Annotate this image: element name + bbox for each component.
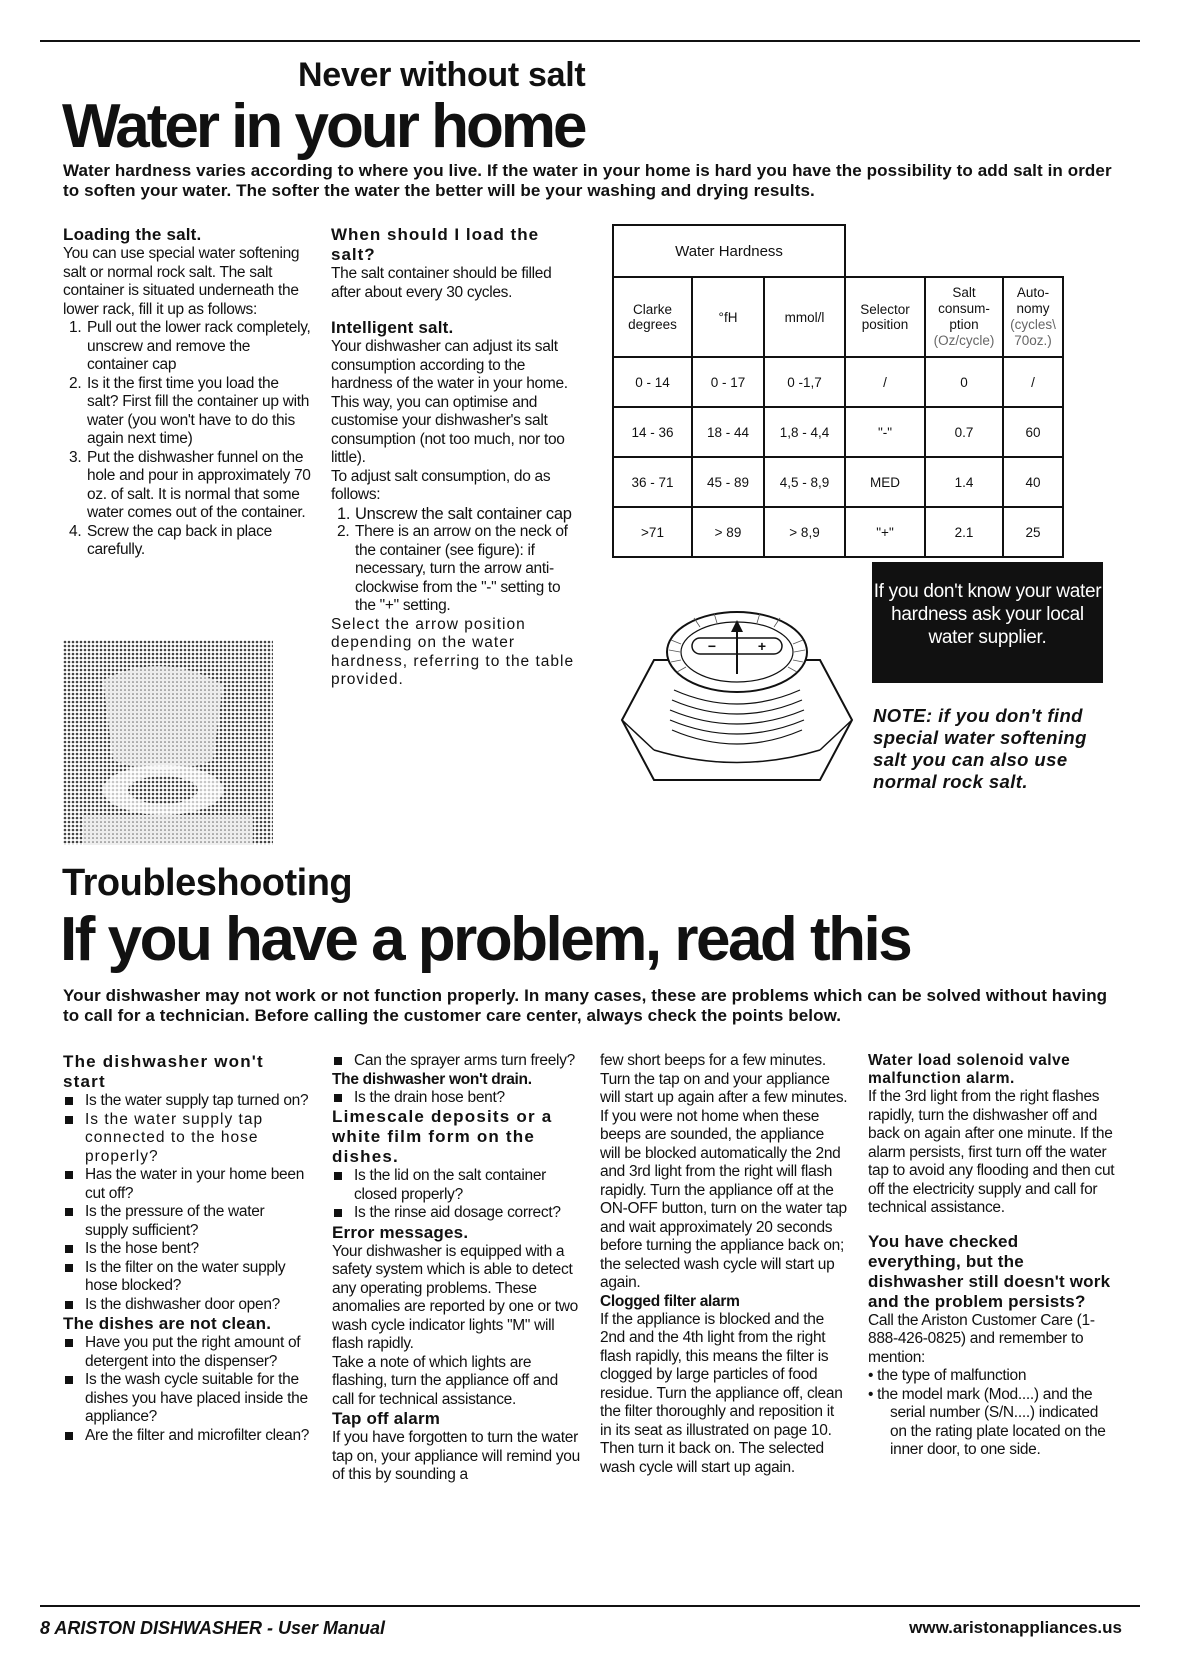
loading-step: 4. Screw the cap back in place carefully. [69,522,272,558]
tap-off-heading: Tap off alarm [332,1409,441,1428]
section-kicker: Never without salt [298,56,586,94]
loading-heading: Loading the salt. [63,225,202,244]
trouble-column-3 [600,1052,848,1477]
checklist-item: Is the filter on the water supply hose blocked? [63,1259,311,1296]
select-text: Select the arrow position depending on the water hardness, referring to the table provided. [331,615,575,688]
trouble-column-1 [63,1052,311,1445]
footer-url[interactable]: www.aristonappliances.us [909,1618,1122,1637]
checklist-item: Is the water supply tap connected to the hose properly? [63,1111,311,1167]
solenoid-body: If the 3rd light from the right flashes rapidly, turn the dishwasher off and back on again after one minute. If the alarm persists, first turn off the water tap to avoid any flooding and then cut off the electricity supply and call for technical assistance. [868,1088,1115,1216]
checklist-item: Can the sprayer arms turn freely? [332,1052,580,1071]
error-messages-heading: Error messages. [332,1222,469,1242]
troubleshooting-title: If you have a problem, read this [60,905,911,974]
intelligent-salt-column [331,225,576,690]
table-header: mmol/l [764,277,845,357]
tap-off-continued: few short beeps for a few minutes. Turn the tap on and your appliance will start up again after a few minutes. If you were not home when these beeps are sounded, the appliance will be blocked automatically the 2nd and 3rd light from the right will flash rapidly. Turn the appliance off at the ON-OFF button, turn on the water tap and wait approximately 20 seconds before turning the appliance back on; the selected wash cycle will start up again. [600,1052,848,1291]
checklist-item: Is the pressure of the water supply sufficient? [63,1203,311,1240]
checklist-item: Is the hose bent? [63,1240,311,1259]
trouble-column-2 [332,1052,580,1485]
loading-body: You can use special water softening salt or normal rock salt. The salt container is situated underneath the lower rack, fill it up as follows: [63,245,300,318]
page-title: Water in your home [62,92,585,161]
solenoid-heading: Water load solenoid valve malfunction alarm. [868,1052,1071,1087]
table-row: 0 - 14 0 - 17 0 -1,7 / 0 / [613,357,1063,407]
adjust-text: To adjust salt consumption, do as follows: [331,467,551,503]
rock-salt-note: NOTE: if you don't find special water softening salt you can also use normal rock salt. [873,705,1087,792]
clogged-filter-body: If the appliance is blocked and the 2nd and the 4th light from the right flash rapidly, this means the filter is clogged by large particles of food residue. Turn the appliance off, clean the filter thoroughly and reposition it in its seat as illustrated on page 10. Then turn it back on. The selected wash cycle will start up again. [600,1310,843,1476]
checklist-item: Are the filter and microfilter clean? [63,1427,311,1446]
adjust-step: 2. There is an arrow on the neck of the container (see figure): if necessary, turn the arrow anti-clockwise from the "-" setting to the "+" setting. [337,523,568,614]
table-header: °fH [692,277,764,357]
table-group-header: Water Hardness [613,225,845,277]
intelligent-heading: Intelligent salt. [331,318,454,337]
table-row: 14 - 36 18 - 44 1,8 - 4,4 "-" 0.7 60 [613,407,1063,457]
clogged-filter-heading: Clogged filter alarm [600,1292,740,1310]
when-heading: When should I load the salt? [331,225,540,264]
loading-step: 2. Is it the first time you load the salt? First fill the container up with water (you won't have to do this again next time) [69,374,310,447]
table-header: Clarke degrees [613,277,692,357]
intro-paragraph: Water hardness varies according to where you live. If the water in your home is hard you have the possibility to add salt in order to soften your water. The softer the water the better will be your washing and drying results. [63,161,1112,200]
error-messages-action: Take a note of which lights are flashing, turn the appliance off and call for technical assistance. [332,1353,558,1408]
water-supplier-callout: If you don't know your water hardness ask your local water supplier. [872,562,1103,683]
checklist-item: Is the dishwasher door open? [63,1296,311,1315]
loading-step: 3. Put the dishwasher funnel on the hole and pour in approximately 70 oz. of salt. It is normal that some water comes out of the container. [69,448,311,521]
checklist-item: Is the water supply tap turned on? [63,1092,311,1111]
footer-title: 8 ARISTON DISHWASHER - User Manual [40,1618,386,1638]
adjust-step: 1. Unscrew the salt container cap [337,504,572,523]
tap-off-body: If you have forgotten to turn the water tap on, your appliance will remind you of this by sounding a [332,1429,580,1483]
svg-text:−: − [707,638,717,654]
mention-item: • the type of malfunction [868,1367,1027,1384]
bottom-rule [40,1605,1140,1607]
salt-loading-photo [63,640,273,845]
checklist-item: Is the wash cycle suitable for the dishes you have placed inside the appliance? [63,1371,311,1427]
still-problem-heading: You have checked everything, but the dishwasher still doesn't work and the problem persists? [868,1231,1111,1311]
svg-text:+: + [757,638,767,654]
checklist-item: Is the lid on the salt container closed properly? [332,1167,580,1204]
mention-item: • the model mark (Mod....) and the serial number (S/N....) indicated on the rating plate located on the inner door, to one side. [868,1385,1106,1458]
table-row: >71 > 89 > 8,9 "+" 2.1 25 [613,507,1063,557]
checklist-item: Has the water in your home been cut off? [63,1166,311,1203]
top-rule [40,40,1140,42]
troubleshooting-kicker: Troubleshooting [62,862,353,904]
checklist-item: Have you put the right amount of detergent into the dispenser? [63,1334,311,1371]
limescale-heading: Limescale deposits or a white film form on the dishes. [332,1107,553,1166]
wont-drain-heading: The dishwasher won't drain. [332,1070,532,1088]
troubleshooting-intro: Your dishwasher may not work or not function properly. In many cases, these are problems which can be solved without having to call for a technician. Before calling the customer care center, always check the points below. [63,986,1108,1025]
customer-care-text: Call the Ariston Customer Care (1-888-426-0825) and remember to mention: [868,1311,1095,1366]
table-header-salt: Salt consum-ption (Oz/cycle) [925,277,1003,357]
checklist-item: Is the rinse aid dosage correct? [332,1204,580,1223]
intelligent-body: Your dishwasher can adjust its salt consumption according to the hardness of the water in your home. This way, you can optimise and customise your dishwasher's salt consumption (not too much, nor too little). [331,338,568,466]
checklist-item: Is the drain hose bent? [332,1089,580,1108]
wont-start-heading: The dishwasher won't start [63,1052,264,1091]
error-messages-body: Your dishwasher is equipped with a safety system which is able to detect any operating problems. These anomalies are reported by one or two wash cycle indicator lights "M" will flash rapidly. [332,1242,578,1352]
table-header: Selector position [845,277,925,357]
when-body: The salt container should be filled after about every 30 cycles. [331,265,552,301]
salt-cap-diagram [614,590,860,790]
table-header-autonomy: Auto-nomy (cycles\ 70oz.) [1003,277,1063,357]
loading-salt-column [63,225,311,560]
trouble-column-4 [868,1052,1116,1460]
table-row: 36 - 71 45 - 89 4,5 - 8,9 MED 1.4 40 [613,457,1063,507]
water-hardness-table [612,224,1064,558]
not-clean-heading: The dishes are not clean. [63,1314,272,1333]
loading-step: 1. Pull out the lower rack completely, unscrew and remove the container cap [69,319,311,373]
